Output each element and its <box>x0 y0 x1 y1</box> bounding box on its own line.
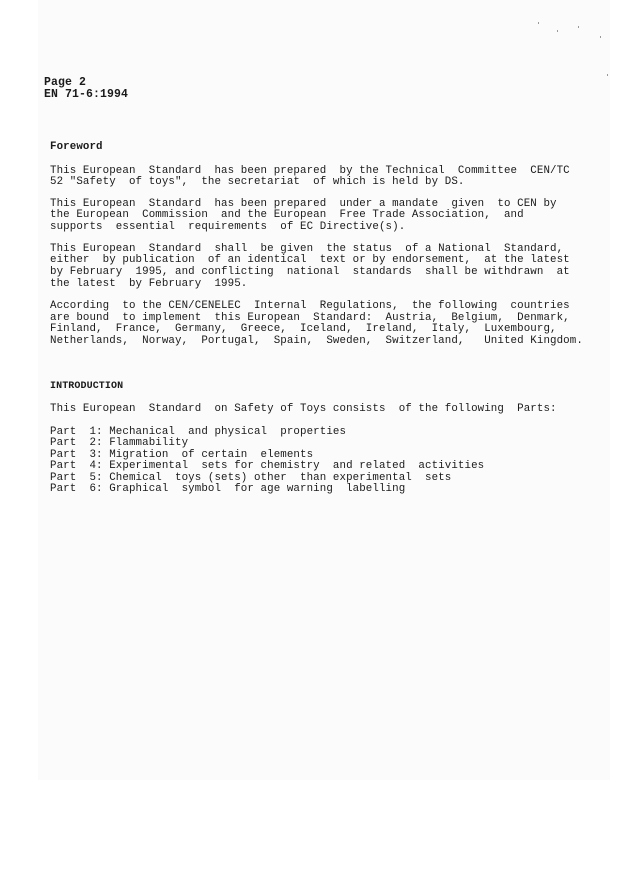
foreword-paragraph-line: supports essential requirements of EC Directive(s). <box>50 221 406 233</box>
scan-speck <box>578 26 579 28</box>
scan-speck <box>557 30 558 32</box>
foreword-paragraph-line: are bound to implement this European Standard: Austria, Belgium, Denmark, <box>50 312 570 324</box>
foreword-paragraph-line: the European Commission and the European Free Trade Association, and <box>50 209 524 221</box>
page-number: Page 2 <box>44 76 87 89</box>
part-list-item: Part 2: Flammability <box>50 437 189 449</box>
foreword-paragraph-line: 52 "Safety of toys", the secretariat of which is held by DS. <box>50 176 465 188</box>
part-list-item: Part 6: Graphical symbol for age warning labelling <box>50 483 406 495</box>
part-list-item: Part 5: Chemical toys (sets) other than experimental sets <box>50 472 452 484</box>
foreword-paragraph-line: This European Standard shall be given the status of a National Standard, <box>50 243 564 255</box>
foreword-paragraph-line: Netherlands, Norway, Portugal, Spain, Sweden, Switzerland, United Kingdom. <box>50 335 583 347</box>
scan-speck <box>600 36 601 38</box>
part-list-item: Part 1: Mechanical and physical properties <box>50 426 347 438</box>
foreword-paragraph-line: This European Standard has been prepared by the Technical Committee CEN/TC <box>50 165 570 177</box>
document-page <box>38 0 610 780</box>
foreword-paragraph-line: According to the CEN/CENELEC Internal Regulations, the following countries <box>50 300 570 312</box>
foreword-paragraph-line: the latest by February 1995. <box>50 278 248 290</box>
scan-speck <box>538 22 539 24</box>
foreword-paragraph-line: This European Standard has been prepared under a mandate given to CEN by <box>50 198 557 210</box>
foreword-heading: Foreword <box>50 141 103 153</box>
foreword-paragraph-line: either by publication of an identical text or by endorsement, at the latest <box>50 254 570 266</box>
foreword-paragraph-line: by February 1995, and conflicting national standards shall be withdrawn at <box>50 266 570 278</box>
part-list-item: Part 4: Experimental sets for chemistry and related activities <box>50 460 485 472</box>
introduction-heading: INTRODUCTION <box>50 381 124 392</box>
foreword-paragraph-line: Finland, France, Germany, Greece, Iceland, Ireland, Italy, Luxembourg, <box>50 323 557 335</box>
part-list-item: Part 3: Migration of certain elements <box>50 449 314 461</box>
scan-speck <box>607 74 608 76</box>
document-id: EN 71-6:1994 <box>44 88 129 101</box>
introduction-text: This European Standard on Safety of Toys consists of the following Parts: <box>50 403 557 415</box>
